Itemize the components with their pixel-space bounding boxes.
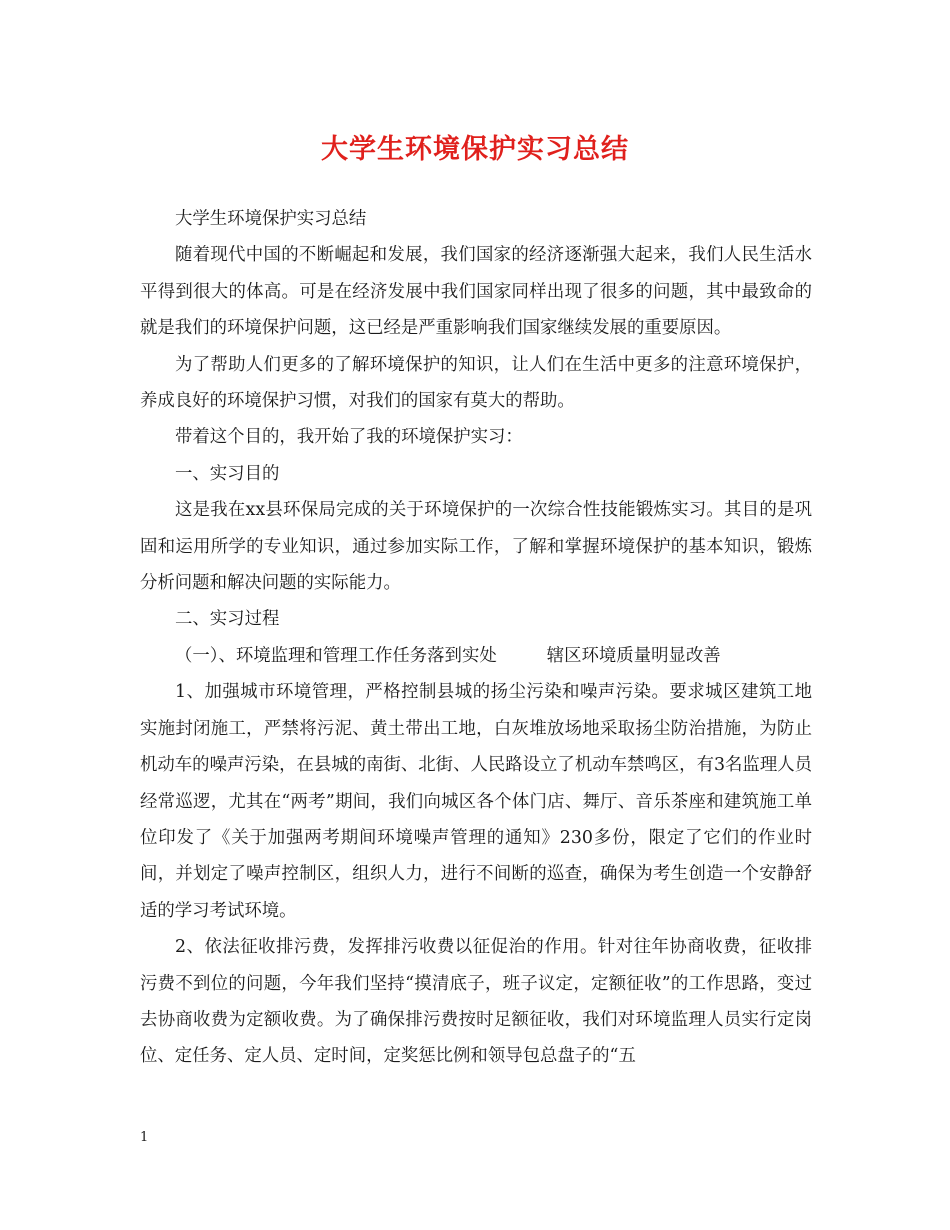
paragraph-intro: 随着现代中国的不断崛起和发展，我们国家的经济逐渐强大起来，我们人民生活水平得到很大的体高。可是在经济发展中我们国家同样出现了很多的问题，其中最致命的就是我们的环境保护问题，这已经是严重影响我们国家继续发展的重要原因。 [140, 245, 812, 339]
subheading-left: （一）、环境监理和管理工作任务落到实处 [175, 645, 497, 666]
section-heading-process: 二、实习过程 [175, 609, 280, 630]
subheading [140, 638, 812, 674]
paragraph-item-1: 1、加强城市环境管理，严格控制县城的扬尘污染和噪声污染。要求城区建筑工地实施封闭施工，严禁将污泥、黄土带出工地，白灰堆放场地采取扬尘防治措施，为防止机动车的噪声污染，在县城的南街、北街、人民路设立了机动车禁鸣区，有3名监理人员经常巡逻，尤其在“两考”期间，我们向城区各个体门店、舞厅、音乐茶座和建筑施工单位印发了《关于加强两考期间环境噪声管理的通知》230多份，限定了它们的作业时间，并划定了噪声控制区，组织人力，进行不间断的巡查，确保为考生创造一个安静舒适的学习考试环境。 [140, 682, 812, 921]
paragraph-heading-repeat: 大学生环境保护实习总结 [175, 209, 367, 229]
paragraph-start: 带着这个目的，我开始了我的环境保护实习： [175, 427, 523, 448]
document-title: 大学生环境保护实习总结 [321, 134, 629, 165]
paragraph-purpose: 这是我在xx县环保局完成的关于环境保护的一次综合性技能锻炼实习。其目的是巩固和运用所学的专业知识，通过参加实际工作，了解和掌握环境保护的基本知识，锻炼分析问题和解决问题的实际能力。 [140, 500, 812, 594]
paragraph-item-2: 2、依法征收排污费，发挥排污收费以征促治的作用。针对往年协商收费，征收排污费不到位的问题，今年我们坚持“摸清底子，班子议定，定额征收”的工作思路，变过去协商收费为定额收费。为了确保排污费按时足额征收，我们对环境监理人员实行定岗位、定任务、定人员、定时间，定奖惩比例和领导包总盘子的“五 [140, 937, 812, 1067]
document-body [140, 201, 812, 1075]
page-number: 1 [140, 1130, 149, 1145]
section-heading-purpose: 一、实习目的 [175, 463, 280, 484]
paragraph-purpose-help: 为了帮助人们更多的了解环境保护的知识，让人们在生活中更多的注意环境保护，养成良好的环境保护习惯，对我们的国家有莫大的帮助。 [140, 354, 812, 412]
subheading-right: 辖区环境质量明显改善 [546, 645, 721, 666]
